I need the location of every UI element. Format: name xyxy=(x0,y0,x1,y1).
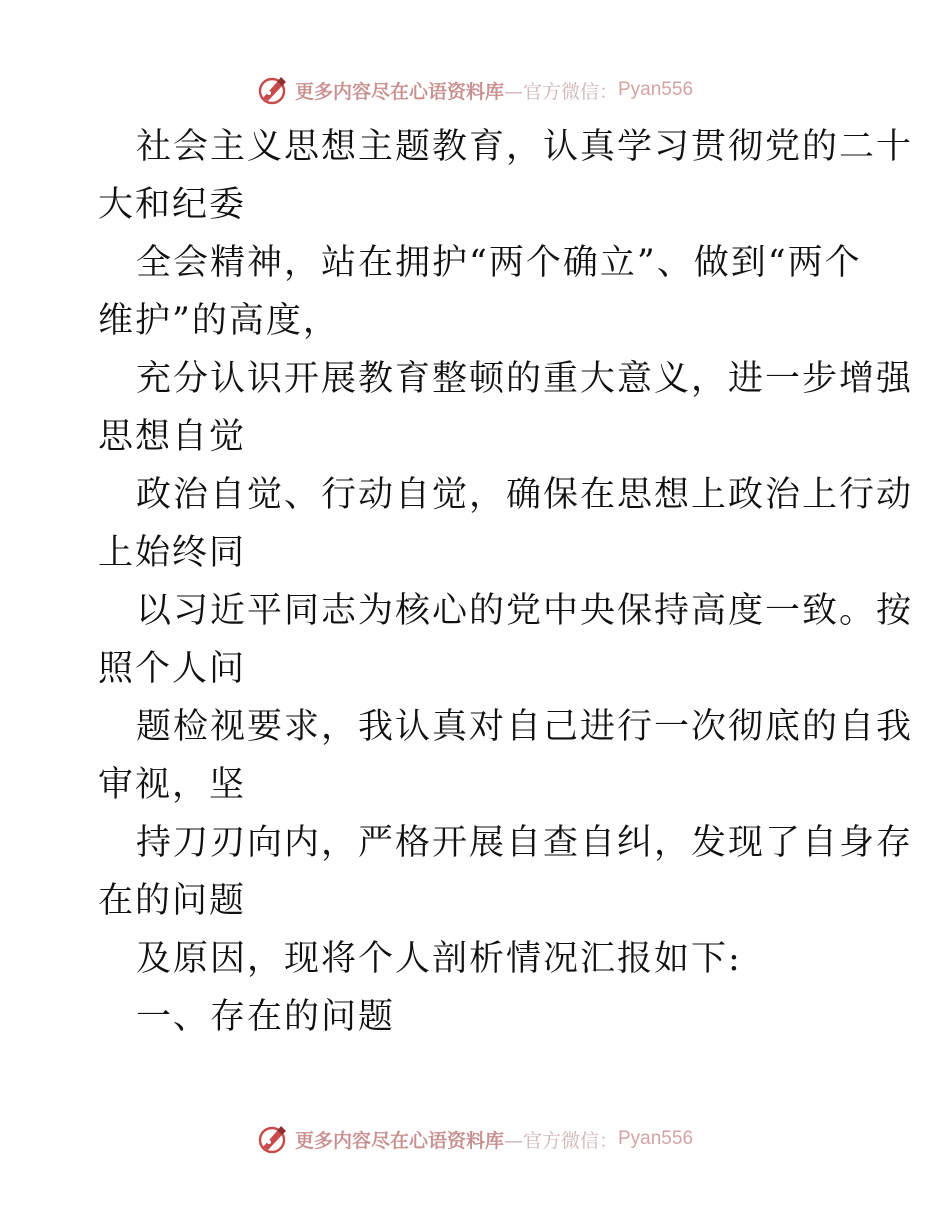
body-line: 在的问题 xyxy=(98,881,247,921)
body-line: 政治自觉、行动自觉，确保在思想上政治上行动 xyxy=(136,475,914,515)
body-line: 以习近平同志为核心的党中央保持高度一致。按 xyxy=(136,591,914,631)
body-line: 全会精神，站在拥护“两个确立”、做到“两个 xyxy=(136,243,862,283)
watermark-wechat-id: Pyan556 xyxy=(618,1128,694,1149)
pen-logo-icon xyxy=(257,74,289,106)
body-line: 上始终同 xyxy=(98,533,247,573)
body-line: 社会主义思想主题教育，认真学习贯彻党的二十 xyxy=(136,127,914,167)
watermark-label: —官方微信： xyxy=(503,80,618,103)
body-line: 大和纪委 xyxy=(98,185,247,225)
body-line: 及原因，现将个人剖析情况汇报如下: xyxy=(136,939,742,979)
body-line: 维护”的高度， xyxy=(98,301,340,341)
footer-watermark xyxy=(0,1119,950,1159)
document-body xyxy=(98,118,914,1046)
header-watermark xyxy=(0,70,950,110)
watermark-label: —官方微信： xyxy=(503,1129,618,1152)
watermark-wechat-id: Pyan556 xyxy=(618,79,694,100)
body-line: 思想自觉 xyxy=(98,417,247,457)
watermark-brand: 更多内容尽在心语资料库 xyxy=(294,80,504,103)
body-line: 照个人问 xyxy=(98,649,247,689)
section-heading: 一、存在的问题 xyxy=(136,997,396,1037)
body-line: 持刀刃向内，严格开展自查自纠，发现了自身存 xyxy=(136,823,914,863)
body-line: 充分认识开展教育整顿的重大意义，进一步增强 xyxy=(136,359,914,399)
pen-logo-icon xyxy=(257,1123,289,1155)
body-line: 题检视要求，我认真对自己进行一次彻底的自我 xyxy=(136,707,914,747)
body-line: 审视，坚 xyxy=(98,765,247,805)
watermark-brand: 更多内容尽在心语资料库 xyxy=(294,1129,504,1152)
